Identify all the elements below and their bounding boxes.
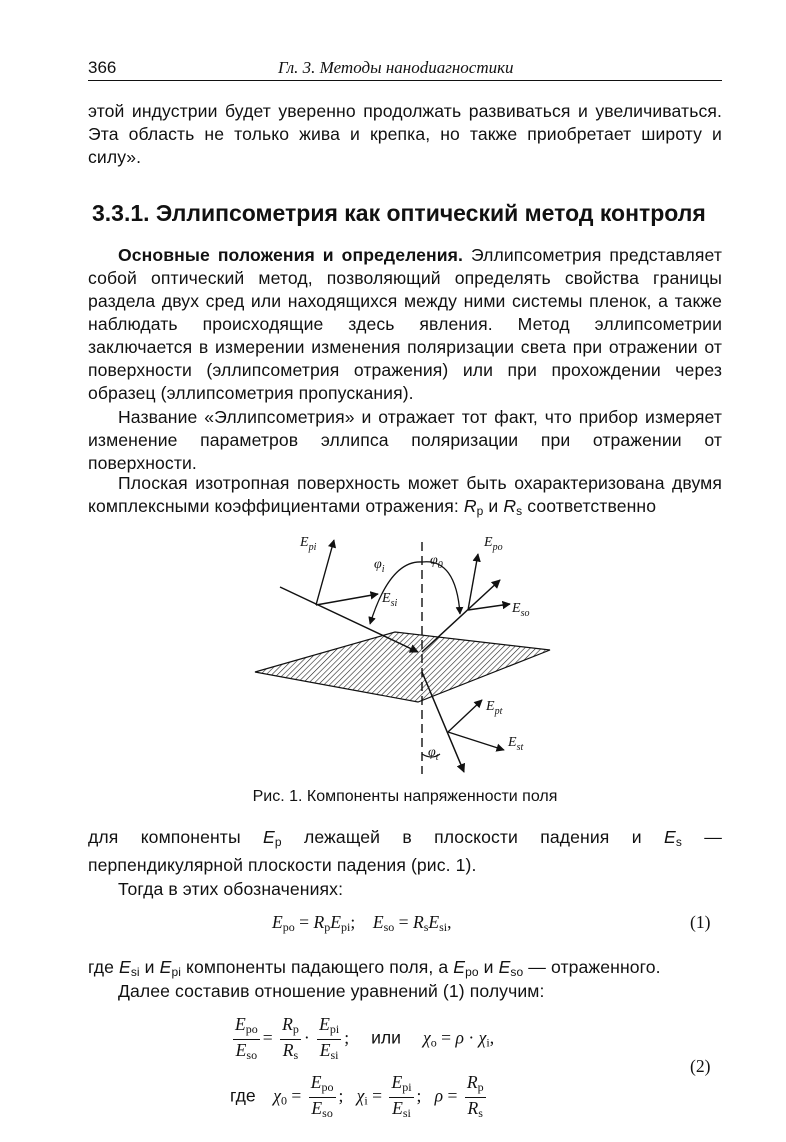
surface-plane <box>255 632 550 702</box>
equation-2-line-1: $\frac{E_{po}}{E_{so}}$ = $\frac{R_p}{R_s}$ · $\frac{E_{pi}}{E_{si}}$ ; или $\chi_o = \rho \cdot \chi_i$, <box>235 1014 495 1062</box>
equation-2-number: (2) <box>690 1056 711 1076</box>
field-components-figure <box>250 532 560 780</box>
epi-vector <box>316 540 334 605</box>
label-phi-0: $\varphi_0$ <box>430 553 443 571</box>
symbol-rp: R <box>463 496 477 516</box>
label-phi-t: $\varphi_t$ <box>428 745 439 763</box>
symbol-rp-sub: p <box>476 504 484 518</box>
label-epo: $E_{po}$ <box>484 535 503 553</box>
equation-1-number: (1) <box>690 912 711 932</box>
figure-caption: Рис. 1. Компоненты напряженности поля <box>252 788 558 805</box>
symbol-es: E <box>664 827 676 847</box>
symbol-ep: E <box>263 827 275 847</box>
paragraph-surface-end: соответственно <box>522 496 657 516</box>
text-fragment: компоненты падающего поля, а <box>180 957 454 977</box>
text-fragment: лежащей в плоскости падения и <box>281 827 665 847</box>
equation-2-line-2: где $\chi_0$ = $\frac{E_{po}}{E_{so}}$ ; $\chi_i$ = $\frac{E_{pi}}{E_{si}}$ ; ρ = $\frac{R_p}{R_s}$ <box>230 1072 484 1120</box>
text-fragment: и <box>478 957 499 977</box>
paragraph-ratio: Далее составив отношение уравнений (1) получим: <box>118 981 545 1001</box>
text-fragment: — отраженного. <box>523 957 661 977</box>
label-epi: $E_{pi}$ <box>300 535 317 553</box>
equation-1: $E_{po} = R_pE_{pi}$; $E_{so} = R_sE_{si}$, <box>272 912 452 934</box>
label-phi-i: $\varphi_i$ <box>374 557 385 575</box>
paragraph-notation: Тогда в этих обозначениях: <box>118 879 344 899</box>
text-fragment: — перпендикулярной плоскости падения (рис. 1). <box>88 827 722 875</box>
label-esi: $E_{si}$ <box>382 591 398 609</box>
word-or: или <box>371 1027 401 1048</box>
paragraph-basics-text: Эллипсометрия представляет собой оптический метод, позволяющий определять свойства границы раздела двух сред или находящихся между ними системы пленок, а также наблюдать происходящие здесь явления. Метод эллипсометрии заключается в измерении изменения поляризации света при отражении от поверхности (эллипсометрия отражения) или при прохождении через образец (эллипсометрия пропускания). <box>88 245 722 403</box>
word-where: где <box>230 1085 256 1106</box>
symbol-esi-sub: si <box>130 965 140 979</box>
running-head <box>88 56 722 81</box>
symbol-eso-sub: so <box>510 965 524 979</box>
page-number: 366 <box>88 58 117 77</box>
text-fragment: для компоненты <box>88 827 264 847</box>
symbol-es-sub: s <box>675 835 682 849</box>
symbol-eso: E <box>498 957 511 977</box>
symbol-rs-sub: s <box>516 504 523 518</box>
paragraph-components <box>88 826 722 877</box>
intro-paragraph: этой индустрии будет уверенно продолжать развиваться и увеличиваться. Эта область не только жива и крепка, но также приобретает широту и силу». <box>88 101 722 167</box>
label-est: $E_{st}$ <box>508 735 524 753</box>
paragraph-lead: Основные положения и определения. <box>118 245 464 265</box>
conjunction: и <box>483 496 504 516</box>
paragraph-surface <box>88 472 722 523</box>
esi-vector <box>316 594 378 605</box>
section-heading: 3.3.1. Эллипсометрия как оптический метод контроля <box>92 200 706 226</box>
ept-vector <box>448 700 482 732</box>
paragraph-name: Название «Эллипсометрия» и отражает тот факт, что прибор измеряет изменение параметров эллипса поляризации при отражении от поверхности. <box>88 407 722 473</box>
label-ept: $E_{pt}$ <box>486 699 503 717</box>
text-fragment: где <box>88 957 119 977</box>
symbol-ep-sub: p <box>274 835 282 849</box>
text-fragment: и <box>139 957 160 977</box>
symbol-rs: R <box>503 496 517 516</box>
incident-ray <box>280 587 418 652</box>
symbol-epo-sub: po <box>465 965 479 979</box>
paragraph-surface-start: Плоская изотропная поверхность может быть охарактеризована двумя комплексными коэффициентами отражения: <box>88 473 722 516</box>
symbol-epi-sub: pi <box>171 965 181 979</box>
symbol-epi: E <box>159 957 172 977</box>
chapter-title: Гл. 3. Методы наноdиагностики <box>278 58 514 77</box>
paragraph-basics <box>88 244 722 405</box>
label-eso: $E_{so}$ <box>512 601 530 619</box>
eso-vector <box>468 604 510 610</box>
est-vector <box>448 732 504 750</box>
symbol-epo: E <box>453 957 466 977</box>
symbol-esi: E <box>118 957 131 977</box>
